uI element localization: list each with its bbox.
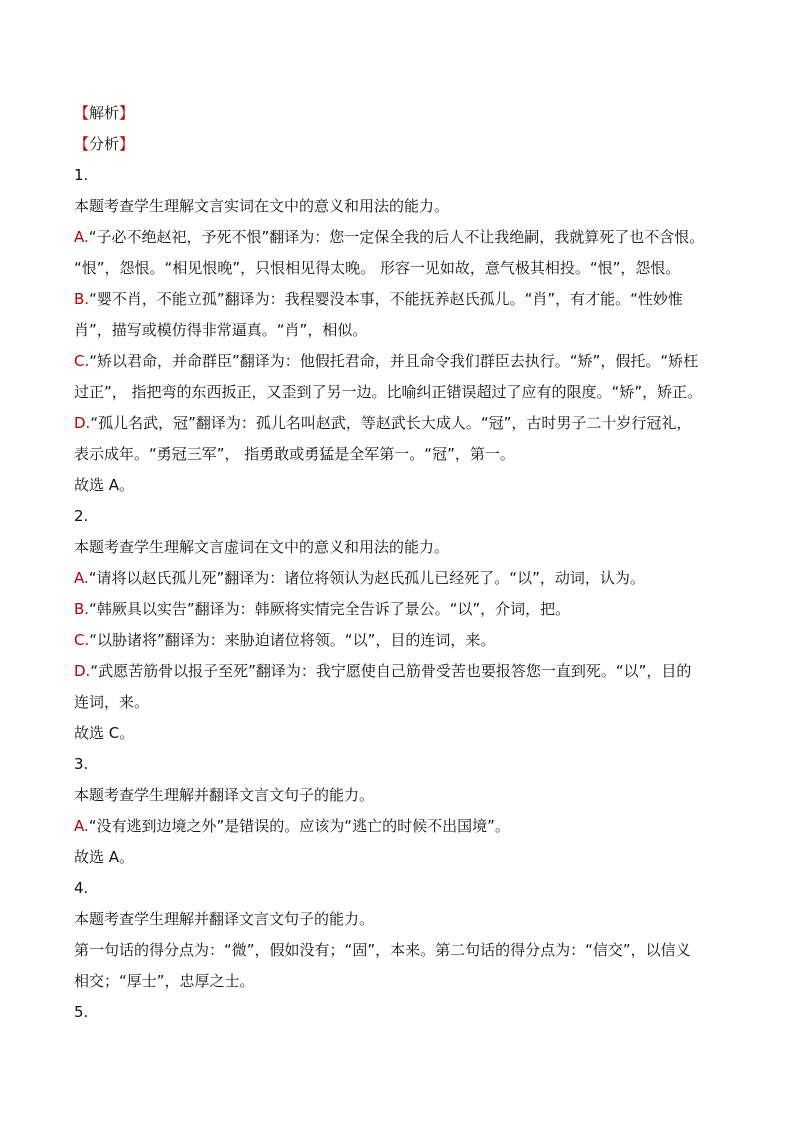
bracket-open: 【 bbox=[74, 135, 90, 153]
option-label: D. bbox=[74, 662, 91, 680]
answer-line: 故选 A。 bbox=[74, 848, 135, 866]
option-line bbox=[74, 408, 726, 439]
option-label: B. bbox=[74, 290, 90, 308]
option-line bbox=[74, 222, 726, 253]
body-line: 相交；“厚士”，忠厚之士。 bbox=[74, 972, 255, 990]
item-number: 4. bbox=[74, 879, 89, 897]
bracket-open: 【 bbox=[74, 104, 90, 122]
bracket-close: 】 bbox=[119, 104, 135, 122]
option-text: “没有逃到边境之外”是错误的。应该为“逃亡的时候不出国境”。 bbox=[88, 817, 510, 835]
option-text: “武愿苦筋骨以报子至死”翻译为：我宁愿使自己筋骨受苦也要报答您一直到死。“以”，目的 bbox=[90, 662, 692, 680]
option-text: “孤儿名武，冠”翻译为：孤儿名叫赵武，等赵武长大成人。“冠”，古时男子二十岁行冠礼， bbox=[90, 414, 692, 432]
option-text: “以胁诸将”翻译为：来胁迫诸位将领。“以”，目的连词，来。 bbox=[89, 631, 496, 649]
body-line: 第一句话的得分点为：“微”，假如没有；“固”，本来。第二句话的得分点为：“信交”，以信义 bbox=[74, 941, 691, 959]
option-label: A. bbox=[74, 817, 89, 835]
option-text: “韩厥具以实告”翻译为：韩厥将实情完全告诉了景公。“以”，介词，把。 bbox=[89, 600, 571, 618]
option-label: D. bbox=[74, 414, 91, 432]
header-text: 解析 bbox=[89, 104, 120, 122]
option-label: B. bbox=[74, 600, 90, 618]
option-text: “请将以赵氏孤儿死”翻译为：诸位将领认为赵氏孤儿已经死了。“以”，动词，认为。 bbox=[88, 569, 645, 587]
item-number: 2. bbox=[74, 507, 89, 525]
item-number: 1. bbox=[74, 166, 89, 184]
option-text: “婴不肖，不能立孤”翻译为：我程婴没本事，不能抚养赵氏孤儿。“肖”，有才能。“性妙惟 bbox=[89, 290, 683, 308]
section-header-fenxi bbox=[74, 129, 726, 160]
option-continuation: 肖”，描写或模仿得非常逼真。“肖”，相似。 bbox=[74, 321, 368, 339]
answer-line: 故选 C。 bbox=[74, 724, 135, 742]
option-label: A. bbox=[74, 228, 89, 246]
option-line bbox=[74, 563, 726, 594]
item-intro: 本题考查学生理解并翻译文言文句子的能力。 bbox=[74, 910, 375, 928]
option-line bbox=[74, 811, 726, 842]
bracket-close: 】 bbox=[119, 135, 135, 153]
item-intro: 本题考查学生理解文言虚词在文中的意义和用法的能力。 bbox=[74, 538, 450, 556]
item-intro: 本题考查学生理解文言实词在文中的意义和用法的能力。 bbox=[74, 197, 450, 215]
section-header-jiexi bbox=[74, 98, 726, 129]
option-line bbox=[74, 284, 726, 315]
item-number: 5. bbox=[74, 1003, 89, 1021]
option-continuation: 表示成年。“勇冠三军”， 指勇敢或勇猛是全军第一。“冠”，第一。 bbox=[74, 445, 515, 463]
option-label: A. bbox=[74, 569, 89, 587]
option-continuation: 连词，来。 bbox=[74, 693, 150, 711]
option-line bbox=[74, 346, 726, 377]
option-label: C. bbox=[74, 352, 90, 370]
answer-line: 故选 A。 bbox=[74, 476, 135, 494]
option-text: “子必不绝赵祀，予死不恨”翻译为：您一定保全我的后人不让我绝嗣，我就算死了也不含恨。 bbox=[88, 228, 705, 246]
option-label: C. bbox=[74, 631, 90, 649]
option-continuation: 过正”， 指把弯的东西扳正，又歪到了另一边。比喻纠正错误超过了应有的限度。“矫”，矫正。 bbox=[74, 383, 703, 401]
option-line bbox=[74, 625, 726, 656]
option-continuation: “恨”，怨恨。“相见恨晚”，只恨相见得太晚。 形容一见如故，意气极其相投。“恨”，怨恨。 bbox=[74, 259, 681, 277]
item-number: 3. bbox=[74, 755, 89, 773]
option-text: “矫以君命，并命群臣”翻译为：他假托君命，并且命令我们群臣去执行。“矫”，假托。“矫枉 bbox=[89, 352, 699, 370]
option-line bbox=[74, 656, 726, 687]
header-text: 分析 bbox=[89, 135, 120, 153]
item-intro: 本题考查学生理解并翻译文言文句子的能力。 bbox=[74, 786, 375, 804]
document-page bbox=[74, 98, 726, 1028]
option-line bbox=[74, 594, 726, 625]
